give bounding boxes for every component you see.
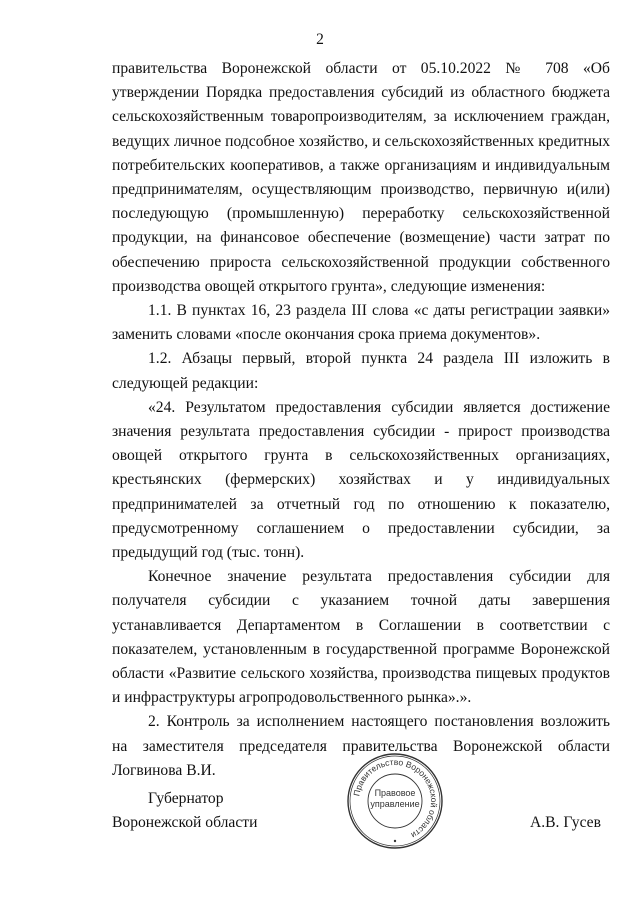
signatory-title (112, 787, 342, 835)
signatory-name: А.В. Гусев (530, 814, 601, 831)
signatory-title-line1: Губернатор (148, 790, 224, 807)
legal-department-stamp (345, 751, 445, 851)
page-number: 2 (316, 31, 324, 48)
signatory-title-line2: Воронежской области (112, 814, 258, 831)
stamp-center-text: Правовое управление (370, 788, 420, 809)
paragraph-item-1-2: 1.2. Абзацы первый, второй пункта 24 раздела III изложить в следующей редакции: (112, 350, 610, 392)
paragraph-final-value: Конечное значение результата предоставления субсидии для получателя субсидии с указанием точной даты завершения устанавливается Департаментом в Соглашении в соответствии с показателем, установленным в государственной программе Воронежской области «Развитие сельского хозяйства, производства пищевых продуктов и инфраструктуры агропродовольственного рынка».». (112, 568, 610, 707)
paragraph-quoted-24: «24. Результатом предоставления субсидии является достижение значения результата предоставления субсидии - прирост производства овощей открытого грунта в сельскохозяйственных организациях, крестьянских (фермерских) хозяйствах и у индивидуальных предпринимателей за отчетный год по отношению к показателю, предусмотренному соглашением о предоставлении субсидии, за предыдущий год (тыс. тонн). (112, 398, 610, 562)
paragraph-item-1-1: 1.1. В пунктах 16, 23 раздела III слова «с даты регистрации заявки» заменить словами «после окончания срока приема документов». (112, 302, 610, 344)
document-body (112, 57, 610, 783)
paragraph-continuation: правительства Воронежской области от 05.10.2022 № 708 «Об утверждении Порядка предоставления субсидий из областного бюджета сельскохозяйственным товаропроизводителям, за исключением граждан, ведущих личное подсобное хозяйство, и сельскохозяйственных кредитных потребительских кооперативов, а также организациям и индивидуальным предпринимателям, осуществляющим производство, первичную и(или) последующую (промышленную) переработку сельскохозяйственной продукции, на финансовое обеспечение (возмещение) части затрат по обеспечению прироста сельскохозяйственной продукции собственного производства овощей открытого грунта», следующие изменения: (112, 60, 610, 295)
paragraph-item-2: 2. Контроль за исполнением настоящего постановления возложить на заместителя председателя правительства Воронежской области Логвинова В.И. (112, 713, 610, 779)
svg-text:Правительство Воронежской обла: Правительство Воронежской области (351, 756, 440, 841)
